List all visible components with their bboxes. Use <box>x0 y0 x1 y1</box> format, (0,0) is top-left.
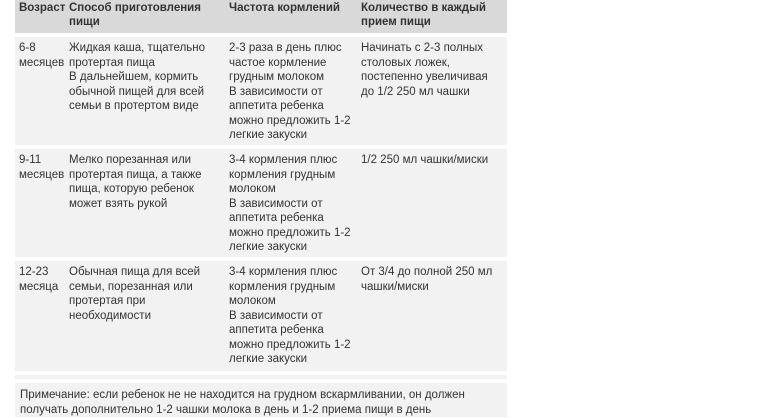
feeding-table-container <box>15 0 507 417</box>
header-method: Способ приготовления пищи <box>65 0 225 35</box>
cell-method <box>65 147 225 259</box>
cell-method-line: Мелко порезанная или протертая пища, а также пища, которую ребенок может взять рукой <box>69 154 202 210</box>
table-header-row <box>15 0 507 35</box>
table-row <box>15 35 507 147</box>
cell-frequency <box>225 259 357 371</box>
cell-amount: 1/2 250 мл чашки/миски <box>357 147 507 259</box>
header-amount: Количество в каждый прием пищи <box>357 0 507 35</box>
cell-method-line: Обычная пища для всей семьи, порезанная или протертая при необходимости <box>69 266 201 322</box>
cell-method-line: В дальнейшем, кормить обычной пищей для всей семьи в протертом виде <box>69 71 204 112</box>
cell-amount: От 3/4 до полной 250 мл чашки/миски <box>357 259 507 371</box>
cell-frequency-line: 3-4 кормления плюс кормления грудным молоком <box>229 266 338 307</box>
table-row <box>15 147 507 259</box>
cell-frequency-line: В зависимости от аппетита ребенка можно предложить 1-2 легкие закуски <box>229 85 351 141</box>
feeding-table <box>15 0 507 371</box>
cell-age: 6-8 месяцев <box>15 35 65 147</box>
cell-frequency <box>225 35 357 147</box>
cell-frequency-line: В зависимости от аппетита ребенка можно предложить 1-2 легкие закуски <box>229 197 351 253</box>
cell-method <box>65 259 225 371</box>
cell-age: 9-11 месяцев <box>15 147 65 259</box>
cell-method <box>65 35 225 147</box>
table-spacer <box>15 371 507 379</box>
cell-frequency-line: 3-4 кормления плюс кормления грудным молоком <box>229 154 338 195</box>
cell-frequency-line: В зависимости от аппетита ребенка можно предложить 1-2 легкие закуски <box>229 309 351 365</box>
table-row <box>15 259 507 371</box>
header-age: Возраст <box>15 0 65 35</box>
header-frequency: Частота кормлений <box>225 0 357 35</box>
cell-frequency-line: 2-3 раза в день плюс частое кормление грудным молоком <box>229 42 342 83</box>
cell-amount: Начинать с 2-3 полных столовых ложек, постепенно увеличивая до 1/2 250 мл чашки <box>357 35 507 147</box>
table-note: Примечание: если ребенок не не находится на грудном вскармливании, он должен получать дополнительно 1-2 чашки молока в день и 1-2 приема пищи в день <box>15 383 507 417</box>
cell-frequency <box>225 147 357 259</box>
cell-age: 12-23 месяца <box>15 259 65 371</box>
cell-method-line: Жидкая каша, тщательно протертая пища <box>69 42 206 69</box>
